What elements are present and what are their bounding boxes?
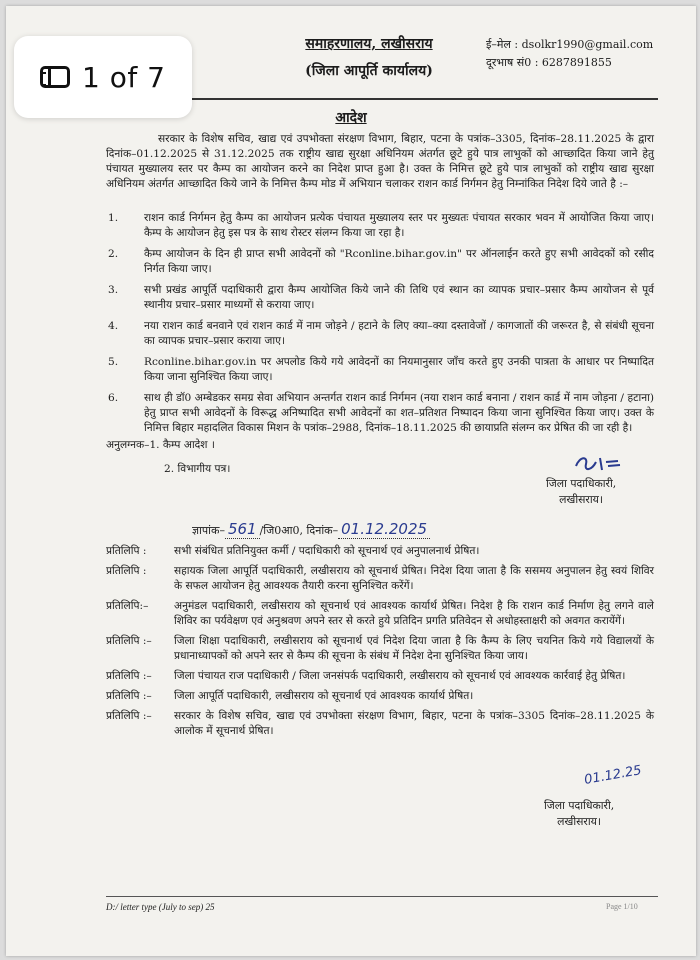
letterhead-contact bbox=[486, 36, 653, 72]
copy-row bbox=[106, 634, 654, 664]
department-name: (जिला आपूर्ति कार्यालय) bbox=[305, 63, 433, 79]
directive-number: 5. bbox=[108, 356, 119, 368]
footer-file-path: D:/ letter type (July to sep) 25 bbox=[106, 902, 215, 912]
copy-row bbox=[106, 564, 654, 594]
copy-label: प्रतिलिपि:– bbox=[106, 600, 149, 612]
copy-text: जिला शिक्षा पदाधिकारी, लखीसराय को सूचनार्थ एवं निदेश दिया जाता है कि कैम्प के लिए चयनित किये गये विद्यालयों के प्रधानाध्यापकों को अपने स्तर से कैम्प की सूचना के संबंध में निदेश देना सुनिश्चित किया जाय। bbox=[174, 635, 654, 662]
copy-text: अनुमंडल पदाधिकारी, लखीसराय को सूचनार्थ एवं आवश्यक कार्यार्थ प्रेषित। निदेश है कि राशन कार्ड निर्माण हेतु लगने वाले शिविर का पर्यवेक्षण एवं अनुश्रवण अपने स्तर से करते हुये प्रतिदिन प्रगति प्रतिवेदन से अधोहस्ताक्षरी को अवगत करायेंगें। bbox=[174, 600, 654, 627]
handwritten-date: 01.12.25 bbox=[583, 763, 643, 788]
directive-text: सभी प्रखंड आपूर्ति पदाधिकारी द्वारा कैम्प आयोजित किये जाने की तिथि एवं स्थान का व्यापक प्रचार–प्रसार कैम्प आयोजन से पूर्व स्थानीय प्रचार–प्रसार माध्यमों से कराया जाए। bbox=[144, 284, 654, 311]
copy-label: प्रतिलिपि : bbox=[106, 545, 147, 557]
copy-text: जिला आपूर्ति पदाधिकारी, लखीसराय को सूचनार्थ एवं आवश्यक कार्यार्थ प्रेषित। bbox=[174, 690, 474, 702]
memo-date: 01.12.2025 bbox=[338, 520, 430, 539]
copy-text: सरकार के विशेष सचिव, खाद्य एवं उपभोक्ता संरक्षण विभाग, बिहार, पटना के पत्रांक–3305 दिनांक–28.11.2025 के आलोक में सूचनार्थ प्रेषित। bbox=[174, 710, 654, 737]
directive-item bbox=[106, 283, 654, 313]
directive-number: 2. bbox=[108, 248, 119, 260]
directive-number: 1. bbox=[108, 212, 119, 224]
copy-row bbox=[106, 544, 654, 559]
order-signature-block bbox=[546, 476, 616, 508]
copy-label: प्रतिलिपि :– bbox=[106, 670, 152, 682]
email-line: ई–मेल : dsolkr1990@gmail.com bbox=[486, 38, 654, 51]
copy-text: सभी संबंधित प्रतिनियुक्त कर्मी / पदाधिकारी को सूचनार्थ एवं अनुपालनार्थ प्रेषित। bbox=[174, 545, 480, 557]
directive-text: कैम्प आयोजन के दिन ही प्राप्त सभी आवेदनों को "Rconline.bihar.gov.in" पर ऑनलाईन करते हुए सभी आवेदकों को रसीद निर्गत किया जाए। bbox=[144, 248, 654, 275]
directive-text: राशन कार्ड निर्गमन हेतु कैम्प का आयोजन प्रत्येक पंचायत मुख्यालय स्तर पर मुख्यतः पंचायत सरकार भवन में आयोजित किया जाए। कैम्प के आयोजन हेतु इस पत्र के साथ रोस्टर संलग्न किया जा रहा है। bbox=[144, 212, 654, 239]
signatory-title: जिला पदाधिकारी, bbox=[546, 477, 617, 490]
copy-label: प्रतिलिपि :– bbox=[106, 690, 152, 702]
footer-divider bbox=[106, 896, 658, 897]
copy-row bbox=[106, 709, 654, 739]
copy-label: प्रतिलिपि : bbox=[106, 565, 147, 577]
memo-number: 561 bbox=[225, 520, 260, 539]
page-thumbnails-icon bbox=[40, 66, 70, 88]
copy-row bbox=[106, 689, 654, 704]
memo-mid: /जि0आ0, दिनांक– bbox=[259, 524, 339, 537]
directive-text: नया राशन कार्ड बनवाने एवं राशन कार्ड में नाम जोड़ने / हटाने के लिए क्या–क्या दस्तावेजों / कागजातों की जरूरत है, से संबंधी सूचना का व्यापक प्रचार–प्रसार कराया जाए। bbox=[144, 320, 654, 347]
final-signatory-place: लखीसराय। bbox=[557, 815, 601, 828]
memo-prefix: ज्ञापांक– bbox=[192, 524, 225, 537]
directive-item bbox=[106, 211, 654, 241]
order-intro: सरकार के विशेष सचिव, खाद्य एवं उपभोक्ता संरक्षण विभाग, बिहार, पटना के पत्रांक–3305, दिनांक–28.11.2025 के द्वारा दिनांक–01.12.2025 से 31.12.2025 तक राष्ट्रीय खाद्य सुरक्षा अधिनियम अंतर्गत छूटे हुये पात्र लाभुकों को आच्छादित किया जाने हेतु पंचायत मुख्यालय स्तर पर कैम्प का आयोजन करने का निदेश प्राप्त हुआ है। उक्त के निमित्त छूटे हुये पात्र लाभुकों को राष्ट्रीय खाद्य सुरक्षा अधिनियम अंतर्गत आच्छादित किये जाने के निमित्त कैम्प मोड में अभियान चलाकर राशन कार्ड निर्गमन हेतु निम्नांकित निदेश दिये जाते है :– bbox=[106, 133, 654, 190]
directive-number: 6. bbox=[108, 392, 119, 404]
directive-text: साथ ही डॉ0 अम्बेडकर समग्र सेवा अभियान अन्तर्गत राशन कार्ड निर्गमन (नया राशन कार्ड बनाना / राशन कार्ड में नाम जोड़ना / हटाना) हेतु प्राप्त सभी आवेदनों के विरूद्ध अनिष्पादित सभी आवेदनों का शत–प्रतिशत निष्पादन किया जाना सुनिश्चित किया जाए। उक्त के निमित्त बिहार महादलित विकास मिशन के पत्रांक–2988, दिनांक–18.11.2025 की छायाप्रति संलग्न कर प्रेषित की जा रही है। bbox=[144, 392, 654, 434]
enclosure-line-2: 2. विभागीय पत्र। bbox=[164, 463, 231, 475]
directive-number: 3. bbox=[108, 284, 119, 296]
signatory-place: लखीसराय। bbox=[559, 493, 603, 506]
letterhead-office bbox=[274, 34, 464, 80]
memo-line bbox=[192, 520, 430, 538]
directive-item bbox=[106, 319, 654, 349]
directive-item bbox=[106, 391, 654, 436]
directive-item bbox=[106, 247, 654, 277]
directive-number: 4. bbox=[108, 320, 119, 332]
copy-row bbox=[106, 599, 654, 629]
copy-text: सहायक जिला आपूर्ति पदाधिकारी, लखीसराय को सूचनार्थ प्रेषित। निदेश दिया जाता है कि ससमय अनुपालन हेतु स्वयं शिविर के सफल आयोजन हेतु आवश्यक तैयारी करना सुनिश्चित करेंगें। bbox=[174, 565, 654, 592]
page-counter: 1 of 7 bbox=[82, 60, 166, 94]
directive-list bbox=[106, 211, 654, 442]
signature-mark bbox=[572, 452, 628, 476]
copy-text: जिला पंचायत राज पदाधिकारी / जिला जनसंपर्क पदाधिकारी, लखीसराय को सूचनार्थ एवं आवश्यक कार्रवाई हेतु प्रेषित। bbox=[174, 670, 626, 682]
office-name: समाहरणालय, लखीसराय bbox=[305, 36, 433, 52]
footer-page-number: Page 1/10 bbox=[606, 902, 638, 911]
phone-line: दूरभाष सं0 : 6287891855 bbox=[486, 56, 612, 69]
directive-text: Rconline.bihar.gov.in पर अपलोड किये गये आवेदनों का नियमानुसार जाँच करते हुए उनकी पात्रता के आधार पर निष्पादित किया जाना सुनिश्चित किया जाए। bbox=[144, 356, 654, 383]
enclosure-line-1: अनुलग्नक–1. कैम्प आदेश । bbox=[106, 439, 215, 451]
page-counter-pill[interactable] bbox=[14, 36, 192, 118]
copy-label: प्रतिलिपि :– bbox=[106, 635, 152, 647]
directive-item bbox=[106, 355, 654, 385]
final-signatory-title: जिला पदाधिकारी, bbox=[544, 799, 615, 812]
order-heading: आदेश bbox=[335, 110, 367, 126]
final-signature-block bbox=[544, 798, 614, 830]
copy-list bbox=[106, 544, 654, 744]
copy-label: प्रतिलिपि :– bbox=[106, 710, 152, 722]
copy-row bbox=[106, 669, 654, 684]
document-page bbox=[6, 6, 696, 956]
